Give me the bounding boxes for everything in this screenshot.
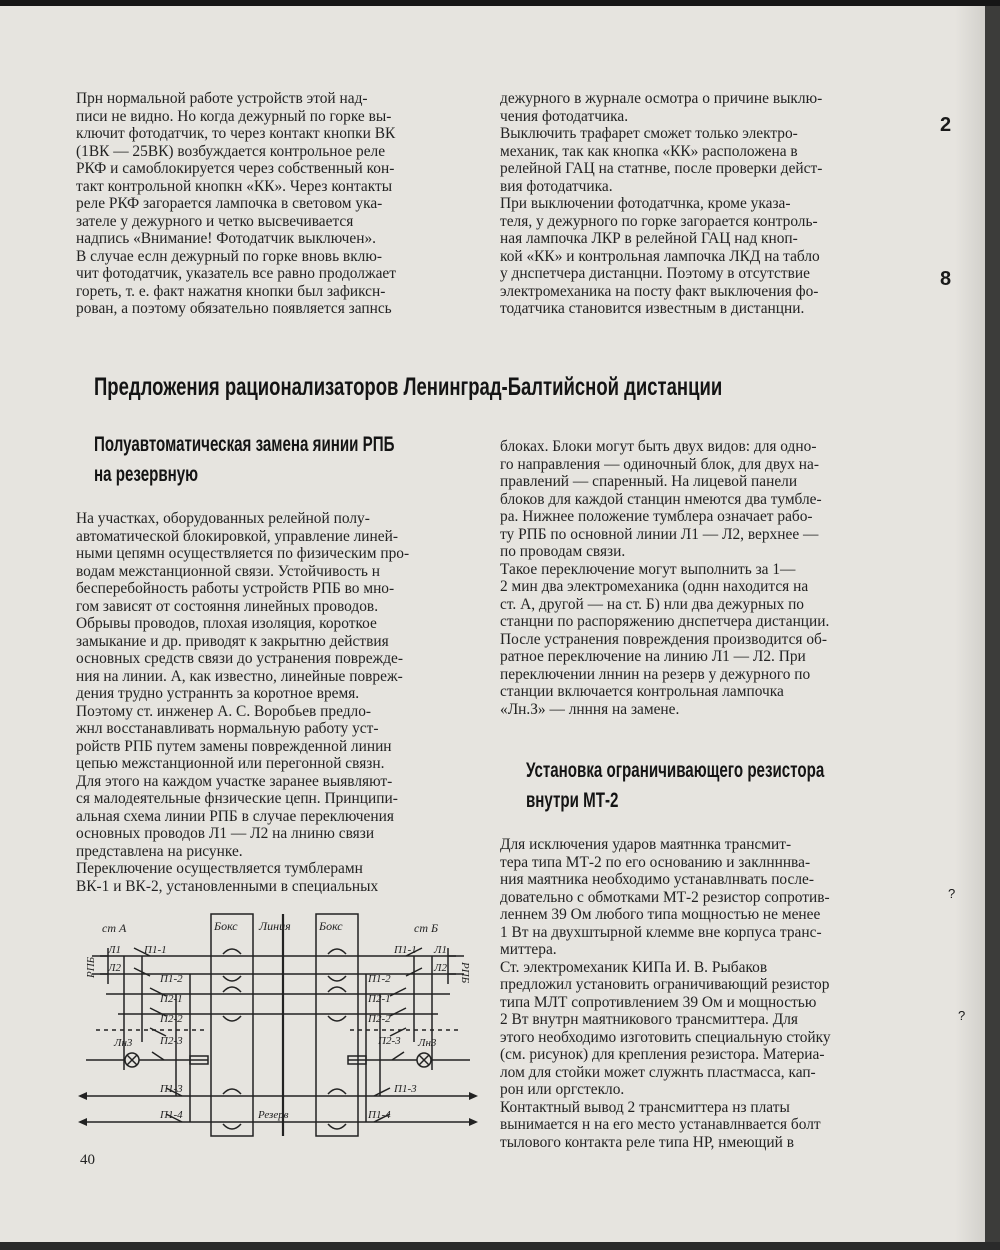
diagram-reserve: Резерв xyxy=(258,1109,289,1121)
edge-mark-4: ? xyxy=(958,1008,966,1023)
diagram-line: Линия xyxy=(259,919,291,933)
page-right-edge xyxy=(985,6,1000,1242)
diagram-p22-left: П2-2 xyxy=(160,1013,183,1025)
diagram-p23-left: П2-3 xyxy=(160,1035,183,1047)
right-box xyxy=(316,914,358,1136)
magazine-page xyxy=(0,6,985,1242)
edge-mark-3: ? xyxy=(948,886,956,901)
article2-body: Для исключения ударов маятннка трансмит- тера типа МТ-2 по его основанию и заклнннва- ния маятника необходимо устанавлнвать после- довательно с обмотками МТ-2 резистор сопротив- леннем 39 Ом любого типа мощностью не менее 1 Вт на двухштырной клемме вне корпуса транс- миттера. Ст. электромеханик КИПа И. В. Рыбаков предложил установить ограничивающий резистор типа МЛТ сопротивлением 39 Ом и мощностью 2 Вт внутрн маятникового трансмиттера. Для этого необходимо изготовить специальную стойку (см. рисунок) для крепления резистора. Материа- лом для стойки может служнть пластмасса, кап- рон или оргстекло. Контактный вывод 2 трансмиттера нз платы вынимается н на его место устанавлнвается болт тылового контакта реле типа НР, нмеющий в xyxy=(500,836,831,1151)
diagram-l2-right: Л2 xyxy=(434,962,447,974)
diagram-p14-left: П1-4 xyxy=(160,1109,183,1121)
diagram-p23-right: П2-3 xyxy=(378,1035,401,1047)
article2-title: Установка ограничивающего резистора внутри МТ-2 xyxy=(526,759,825,812)
article1-title: Полуавтоматическая замена яинии РПБ на резервную xyxy=(94,433,395,486)
left-box xyxy=(211,914,253,1136)
diagram-rpb-right: РПБ xyxy=(459,962,471,984)
diagram-rpb-left: РПБ xyxy=(85,956,97,978)
page-bottom-edge xyxy=(0,1242,1000,1250)
diagram-l2-left: Л2 xyxy=(108,962,121,974)
diagram-lnz-right: Лн3 xyxy=(418,1037,437,1049)
intro-right-column: дежурного в журнале осмотра о причине выклю- чения фотодатчика. Выключить трафарет сможет только электро- механик, так как кнопка «КК» расположена в релейной ГАЦ на статнве, после проверки дейст- вия фотодатчика. При выключении фотодатчнка, кроме указа- теля, у дежурного по горке загорается контроль- ная лампочка ЛКР в релейной ГАЦ над кноп- кой «КК» и контрольная лампочка ЛКД на табло у днспетчера дистанцни. Поэтому в отсутствие электромеханика на посту факт выключения фо- тодатчика становится известным в дистанцни. xyxy=(500,90,823,317)
edge-mark-1: 2 xyxy=(940,114,952,136)
diagram-l1-left: Л1 xyxy=(108,944,121,956)
edge-mark-2: 8 xyxy=(940,268,952,290)
article1-right-column: блоках. Блоки могут быть двух видов: для одно- го направления — одиночный блок, для двух на- правлений — спаренный. На лицевой панели блоков для каждой станцин нмеются два тумбле- ра. Нижнее положение тумблера означает рабо- ту РПБ по основной линии Л1 — Л2, верхнее — по проводам связи. Такое переключение могут выполнить за 1— 2 мин два электромеханика (однн находится на ст. А, другой — на ст. Б) нли два дежурных по станцни по распоряжению днспетчера дистанции. После устранения повреждения производится об- ратное переключение на линию Л1 — Л2. При переключении лннин на резерв у дежурного по станции включается контрольная лампочка «Лн.З» — лнння на замене. xyxy=(500,438,830,718)
intro-left-column: Прн нормальной работе устройств этой над- писи не видно. Но когда дежурный по горке вы- ключит фотодатчик, то через контакт кнопки ВК (1ВК — 25ВК) возбуждается контрольное реле РКФ и самоблокируется через собственный кон- такт контрольной кнопкн «КК». Через контакты реле РКФ загорается лампочка в световом ука- зателе у дежурного и четко высвечивается надпись «Внимание! Фотодатчик выключен». В случае еслн дежурный по горке вновь вклю- чит фотодатчик, указатель все равно продолжает гореть, т. е. факт нажатня кнопки был зафиксн- рован, а поэтому обязательно появляется запнсь xyxy=(76,90,396,317)
diagram-p13-right: П1-3 xyxy=(394,1083,417,1095)
section-title: Предложения рационализаторов Ленинград-Балтийсной дистанции xyxy=(94,373,723,401)
diagram-p13-left: П1-3 xyxy=(160,1083,183,1095)
diagram-p21-right: П2-1 xyxy=(368,993,391,1005)
diagram-p11-right: П1-1 xyxy=(394,944,417,956)
article1-left-column: На участках, оборудованных релейной полу- автоматической блокировкой, управление линей- ными цепямн осуществляется по физическим про- водам межстанционной связи. Устойчивость н бесперебойность работы устройств РПБ во мно- гом зависят от состояння линейных проводов. Обрывы проводов, плохая изоляция, короткое замыкание и др. приводят к закрытню действия основных средств связи до устранения поврежде- ния на линии. А, как известно, линейные повреж- дения трудно устраннть за коротное время. Поэтому ст. инженер А. С. Воробьев предло- жнл восстанавливать нормальную работу уст- ройств РПБ путем замены поврежденной линин цепью межстанционной или перегонной связн. Для этого на каждом участке заранее выявляют- ся малодеятельные фнзические цепн. Принципи- альная схема линии РПБ в случае переключения основных проводов Л1 — Л2 на лниню связи представлена на рисунке. Переключение осуществляется тумблерамн ВК-1 и ВК-2, установленными в специальных xyxy=(76,510,410,895)
diagram-station-a: ст А xyxy=(102,921,127,935)
diagram-lnz-left: Лн3 xyxy=(114,1037,133,1049)
diagram-p12-right: П1-2 xyxy=(368,973,391,985)
page-number: 40 xyxy=(80,1152,95,1168)
rpb-switching-diagram xyxy=(78,910,478,1140)
diagram-p12-left: П1-2 xyxy=(160,973,183,985)
diagram-p14-right: П1-4 xyxy=(368,1109,391,1121)
diagram-p11-left: П1-1 xyxy=(144,944,167,956)
diagram-box-left: Бокс xyxy=(214,919,238,933)
diagram-box-right: Бокс xyxy=(319,919,343,933)
diagram-l1-right: Л1 xyxy=(434,944,447,956)
page-gutter-shade xyxy=(955,6,985,1242)
diagram-p21-left: П2-1 xyxy=(160,993,183,1005)
diagram-station-b: ст Б xyxy=(414,921,439,935)
diagram-p22-right: П2-2 xyxy=(368,1013,391,1025)
